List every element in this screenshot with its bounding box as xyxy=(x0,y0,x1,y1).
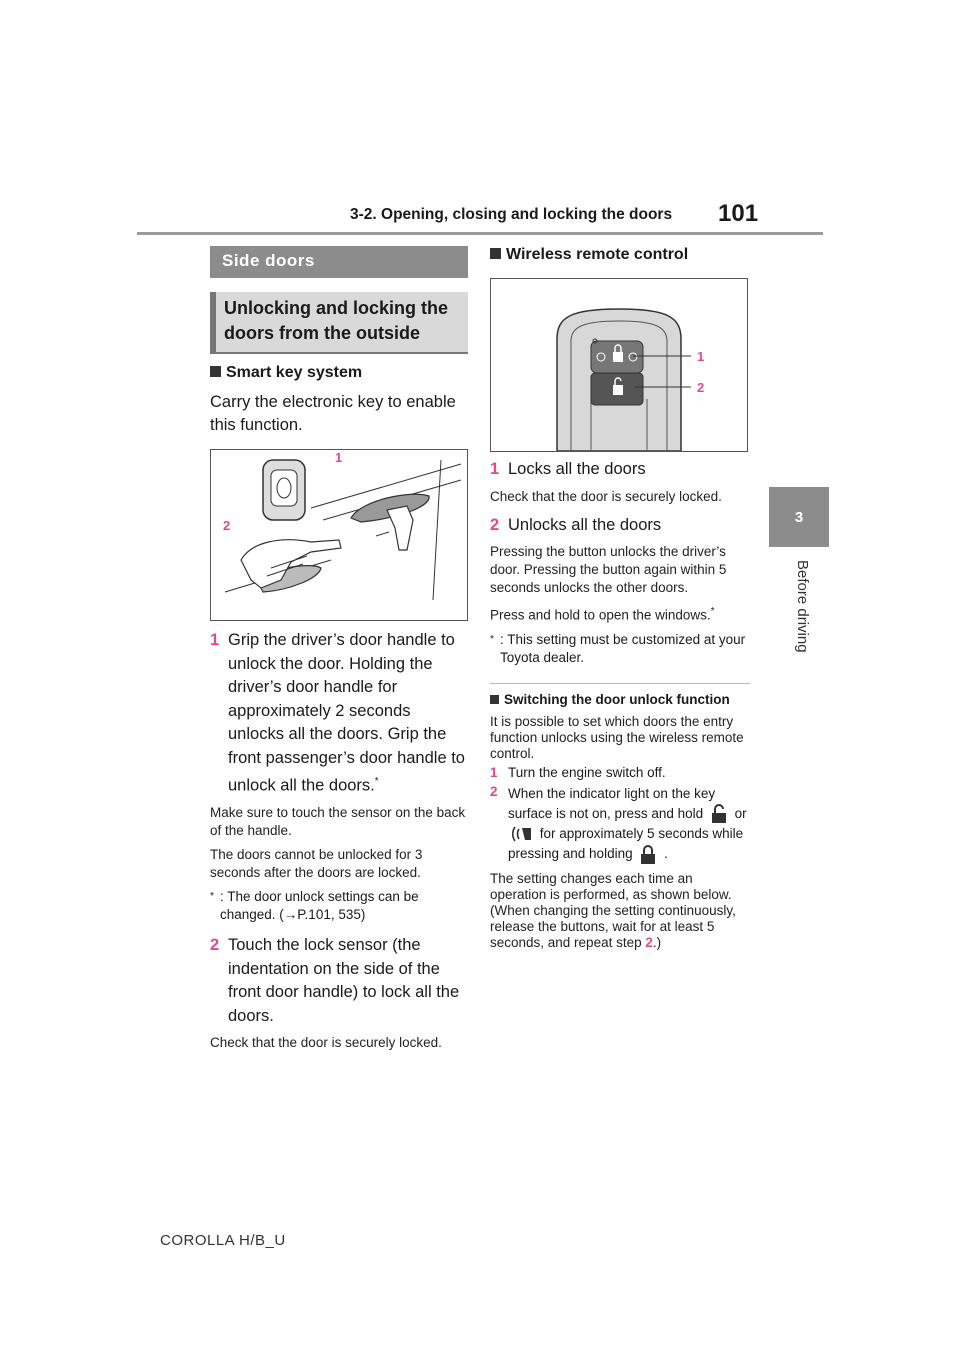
door-handle-figure xyxy=(210,449,468,621)
smart-key-heading: Smart key system xyxy=(210,364,468,382)
chapter-label: Before driving xyxy=(794,560,811,653)
figure-callout-1: 1 xyxy=(697,349,705,364)
smart-note-3: Check that the door is securely locked. xyxy=(210,1035,442,1050)
square-bullet-icon xyxy=(490,695,499,704)
header-rule xyxy=(137,232,823,235)
remote-note-1: Check that the door is securely locked. xyxy=(490,488,722,504)
remote-note-3: Press and hold to open the windows.* xyxy=(490,606,715,623)
figure-callout-2: 2 xyxy=(697,380,705,395)
smart-note-2: The doors cannot be unlocked for 3 seconds after the doors are locked. xyxy=(210,847,423,880)
section-divider xyxy=(490,683,750,684)
remote-key-illustration xyxy=(491,279,747,451)
left-column xyxy=(210,246,468,1052)
subsection-rule xyxy=(210,352,468,354)
switch-step-1: 1 Turn the engine switch off. xyxy=(490,764,666,780)
square-bullet-icon xyxy=(210,366,221,377)
remote-key-figure xyxy=(490,278,748,452)
remote-footnote: * : This setting must be customized at your Toyota dealer. xyxy=(490,631,746,665)
switch-outro: The setting changes each time an operation is performed, as shown below. (When changing the setting continuously, release the buttons, wait for at least 5 seconds, and repeat step 2.) xyxy=(490,870,736,950)
page-header-title: 3-2. Opening, closing and locking the doors xyxy=(350,206,673,223)
subsection-heading: Unlocking and locking the doors from the outside xyxy=(210,292,468,352)
door-handle-illustration xyxy=(211,450,467,620)
lock-icon xyxy=(639,845,657,865)
figure-callout-1: 1 xyxy=(335,450,343,465)
chapter-tab: 3 xyxy=(769,487,829,547)
figure-callout-2: 2 xyxy=(223,518,231,533)
switch-heading: Switching the door unlock function xyxy=(490,692,750,708)
square-bullet-icon xyxy=(490,248,501,259)
switch-step-2: 2 When the indicator light on the key surface is not on, press and hold or for approximately 5 seconds while pressing and holding . xyxy=(490,784,750,865)
remote-step-2: 2 Unlocks all the doors xyxy=(490,515,662,534)
unlock-icon xyxy=(710,804,728,824)
footer-model: COROLLA H/B_U xyxy=(160,1232,286,1249)
smart-note-1: Make sure to touch the sensor on the back of the handle. xyxy=(210,805,466,838)
switch-intro: It is possible to set which doors the entry function unlocks using the wireless remote control. xyxy=(490,713,744,761)
smart-step-2: 2 Touch the lock sensor (the indentation on the side of the front door handle) to lock all the doors. xyxy=(210,936,460,1025)
smart-key-intro: Carry the electronic key to enable this function. xyxy=(210,393,456,434)
smart-step-1: 1 Grip the driver’s door handle to unlock the door. Holding the driver’s door handle for approximately 2 seconds unlocks all the doors. Grip the front passenger’s door handle to unlock all the doors.* xyxy=(210,631,465,795)
remote-step-1: 1 Locks all the doors xyxy=(490,460,646,478)
right-column xyxy=(490,246,750,951)
remote-note-2: Pressing the button unlocks the driver’s door. Pressing the button again within 5 seconds unlocks the other doors. xyxy=(490,544,727,595)
section-heading: Side doors xyxy=(210,246,468,278)
page-number: 101 xyxy=(718,200,759,227)
smart-footnote: * : The door unlock settings can be changed. (→P.101, 535) xyxy=(210,889,419,922)
remote-heading: Wireless remote control xyxy=(490,246,750,264)
window-control-icon xyxy=(511,824,533,844)
